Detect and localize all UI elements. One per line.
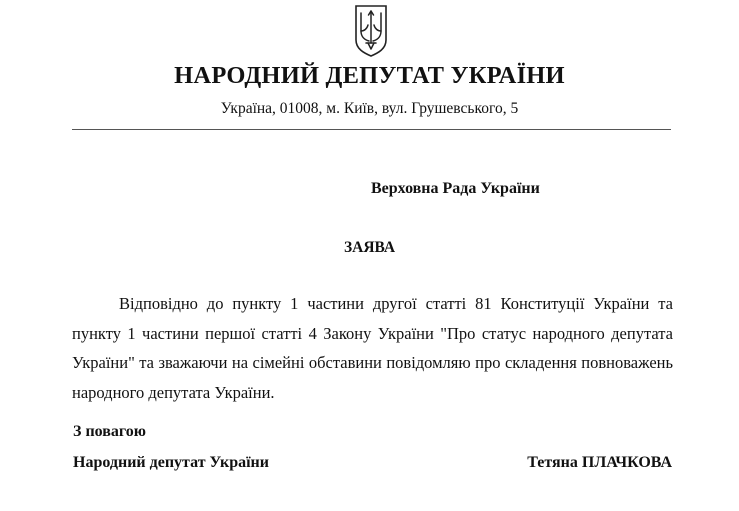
letterhead-title: НАРОДНИЙ ДЕПУТАТ УКРАЇНИ [174,62,565,89]
signatory-name: Тетяна ПЛАЧКОВА [527,454,672,471]
recipient: Верховна Рада України [371,180,540,197]
letterhead-address: Україна, 01008, м. Київ, вул. Грушевського, 5 [220,100,519,117]
document-body: Відповідно до пункту 1 частини другої статті 81 Конституції України та пункту 1 частини першої статті 4 Закону України "Про статус народного депутата України" та зважаючи на сімейні обставини повідомляю про складення повноважень народного депутата України. [72,294,673,402]
closing-phrase: З повагою [73,423,146,440]
signatory-position: Народний депутат України [73,454,269,471]
ukraine-trident-emblem-icon [354,4,388,58]
header-divider [72,129,671,130]
document-title: ЗАЯВА [343,239,396,256]
